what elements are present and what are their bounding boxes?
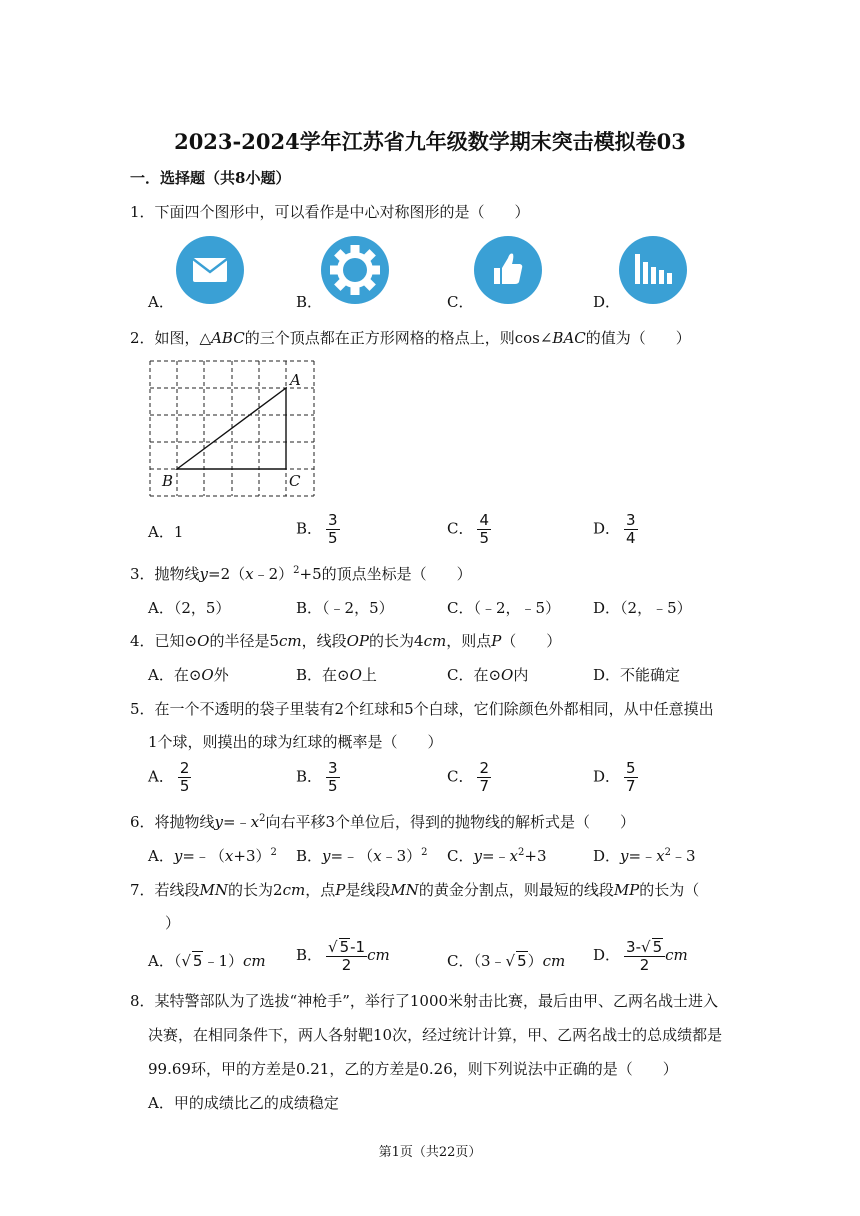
q7-option-a: A．（√ 5﹣1）cm	[148, 952, 266, 970]
q1-option-d-label: D．	[593, 293, 621, 311]
question-7-stem: 7．若线段MN的长为2cm，点P是线段MN的黄金分割点，则最短的线段MP的长为（	[130, 881, 700, 899]
section-heading: 一．选择题（共8小题）	[130, 169, 291, 187]
q5-option-c: C． $\frac{2}{7}$	[447, 759, 490, 795]
page-footer: 第1页（共22页）	[378, 1145, 482, 1160]
question-3-stem: 3．抛物线y=2（x﹣2）$^2$+5的顶点坐标是（ ）	[130, 565, 472, 583]
q4-option-c: C．在⊙O内	[447, 666, 529, 684]
q4-option-a: A．在⊙O外	[148, 666, 229, 684]
q4-option-b: B．在⊙O上	[296, 666, 377, 684]
question-8-line-2: 决赛，在相同条件下，两人各射靶10次，经过统计计算，甲、乙两名战士的总成绩都是	[148, 1026, 723, 1044]
question-4-stem: 4．已知⊙O的半径是5cm，线段OP的长为4cm，则点P（ ）	[130, 632, 562, 650]
q1-option-c-label: C．	[447, 293, 474, 311]
q8-option-a: A．甲的成绩比乙的成绩稳定	[148, 1094, 339, 1112]
question-5-line-2: 1个球，则摸出的球为红球的概率是（ ）	[148, 733, 443, 751]
question-7-line-2: ）	[165, 914, 181, 932]
q7-option-d: D． $\frac{3-√ 5}{2}$ cm	[593, 938, 688, 974]
q6-option-c: C．$y=﹣x^2+3$	[447, 847, 547, 865]
q1-option-b-label: B．	[296, 293, 323, 311]
q2-option-d: D． $\frac{3}{4}$	[593, 511, 636, 547]
gear-icon	[321, 236, 389, 304]
point-label-a: A	[290, 371, 301, 389]
q6-option-a: A．$y=﹣(x+3)^2$	[148, 847, 277, 865]
point-label-b: B	[162, 472, 174, 490]
q5-option-b: B． $\frac{3}{5}$	[296, 759, 338, 795]
q5-option-d: D． $\frac{5}{7}$	[593, 759, 636, 795]
bar-chart-icon	[619, 236, 687, 304]
q2-option-a: A．1	[148, 523, 184, 541]
q3-option-c: C．（﹣2，﹣5）	[447, 599, 561, 617]
thumbs-up-icon	[474, 236, 542, 304]
q4-option-d: D．不能确定	[593, 666, 681, 684]
question-2-stem: 2．如图，△ABC的三个顶点都在正方形网格的格点上，则cos∠BAC的值为（ ）	[130, 329, 691, 347]
question-1-stem: 1．下面四个图形中，可以看作是中心对称图形的是（ ）	[130, 203, 530, 221]
q3-option-d: D．（2，﹣5）	[593, 599, 692, 617]
q3-option-b: B．（﹣2，5）	[296, 599, 394, 617]
question-5-line-1: 5．在一个不透明的袋子里装有2个红球和5个白球，它们除颜色外都相同，从中任意摸出	[130, 700, 714, 718]
envelope-icon	[176, 236, 244, 304]
point-label-c: C	[289, 472, 301, 490]
question-8-line-1: 8．某特警部队为了选拔“神枪手”，举行了1000米射击比赛，最后由甲、乙两名战士进入	[130, 992, 719, 1010]
q6-option-d: D．$y=﹣x^2﹣3$	[593, 847, 696, 865]
question-8-line-3: 99.69环，甲的方差是0.21，乙的方差是0.26，则下列说法中正确的是（ ）	[148, 1060, 678, 1078]
page-title: 2023-2024学年江苏省九年级数学期末突击模拟卷03	[174, 129, 686, 154]
q7-option-b: B． $\frac{√ 5-1}{2}$ cm	[296, 938, 390, 974]
q3-option-a: A．（2，5）	[148, 599, 231, 617]
q2-option-c: C． $\frac{4}{5}$	[447, 511, 490, 547]
q1-option-a-label: A．	[148, 293, 174, 311]
q6-option-b: B．y=﹣（x﹣3）$^2$	[296, 847, 428, 865]
q2-option-b: B． $\frac{3}{5}$	[296, 511, 338, 547]
q7-option-c: C．（3﹣√ 5）cm	[447, 952, 566, 970]
question-6-stem: 6．将抛物线$y=﹣x^2$向右平移3个单位后，得到的抛物线的解析式是（ ）	[130, 813, 635, 831]
q5-option-a: A． $\frac{2}{5}$	[148, 759, 190, 795]
